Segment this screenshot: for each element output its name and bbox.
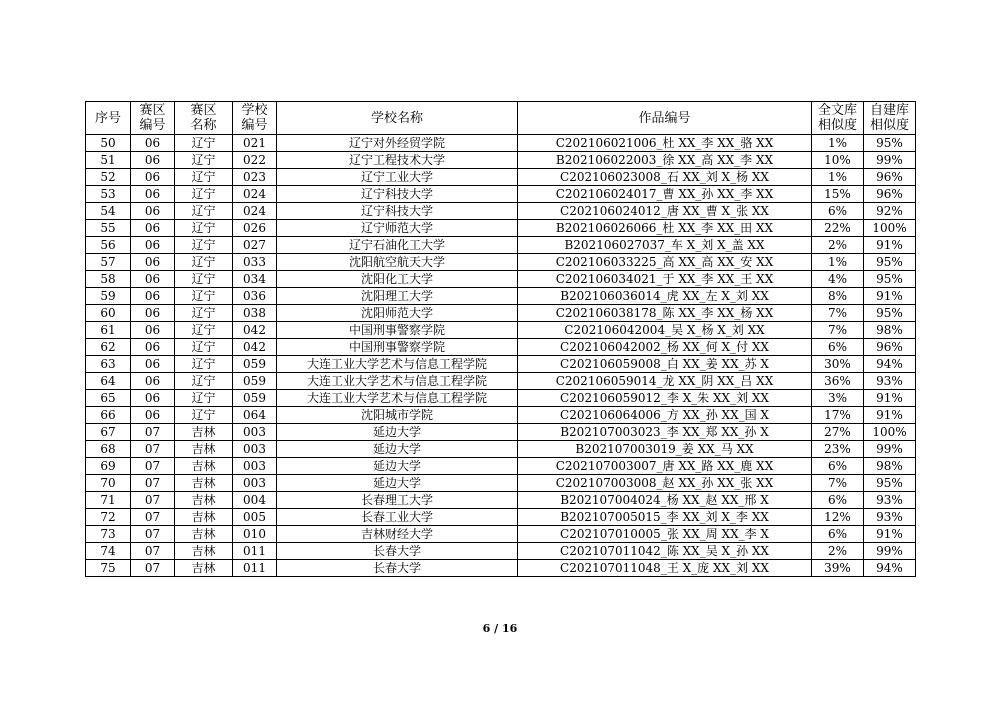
cell-index: 68 [86,441,131,458]
cell-full-similarity: 12% [812,509,864,526]
cell-school-code: 059 [233,373,277,390]
table-row [86,509,916,526]
cell-index: 72 [86,509,131,526]
cell-full-similarity: 27% [812,424,864,441]
cell-work-id: B202106026066_杜 XX_李 XX_田 XX [518,220,812,237]
cell-region-code: 06 [131,288,175,305]
cell-full-similarity: 10% [812,152,864,169]
cell-work-id: C202107011042_陈 XX_吴 X_孙 XX [518,543,812,560]
cell-full-similarity: 3% [812,390,864,407]
cell-school-name: 沈阳航空航天大学 [277,254,518,271]
cell-full-similarity: 17% [812,407,864,424]
cell-school-code: 003 [233,475,277,492]
cell-full-similarity: 1% [812,169,864,186]
cell-index: 62 [86,339,131,356]
cell-work-id: C202106059012_李 X_朱 XX_刘 XX [518,390,812,407]
cell-full-similarity: 7% [812,305,864,322]
cell-school-code: 022 [233,152,277,169]
cell-region-name: 吉林 [175,475,233,492]
cell-index: 74 [86,543,131,560]
cell-region-name: 辽宁 [175,169,233,186]
cell-own-similarity: 95% [864,135,916,152]
cell-school-name: 中国刑事警察学院 [277,322,518,339]
cell-full-similarity: 7% [812,475,864,492]
cell-region-code: 07 [131,475,175,492]
cell-full-similarity: 2% [812,237,864,254]
cell-full-similarity: 6% [812,492,864,509]
cell-own-similarity: 92% [864,203,916,220]
cell-own-similarity: 91% [864,288,916,305]
header-line: 相似度 [817,118,857,133]
header-line: 相似度 [869,118,909,133]
cell-school-code: 011 [233,560,277,577]
cell-index: 56 [86,237,131,254]
cell-own-similarity: 99% [864,543,916,560]
cell-index: 73 [86,526,131,543]
cell-school-code: 036 [233,288,277,305]
cell-work-id: C202106024012_唐 XX_曹 X_张 XX [518,203,812,220]
cell-full-similarity: 8% [812,288,864,305]
cell-school-name: 延边大学 [277,458,518,475]
cell-school-name: 辽宁科技大学 [277,186,518,203]
table-row [86,220,916,237]
cell-school-name: 延边大学 [277,475,518,492]
header-line: 作品编号 [638,110,691,126]
header-line: 编号 [139,118,166,133]
cell-school-code: 010 [233,526,277,543]
cell-region-name: 辽宁 [175,288,233,305]
cell-full-similarity: 1% [812,254,864,271]
cell-full-similarity: 39% [812,560,864,577]
cell-own-similarity: 94% [864,560,916,577]
table-row [86,203,916,220]
cell-work-id: B202107003019_姜 XX_马 XX [518,441,812,458]
cell-own-similarity: 100% [864,424,916,441]
cell-work-id: C202106023008_石 XX_刘 X_杨 XX [518,169,812,186]
header-col-region-code [131,102,175,135]
page-number: 6 / 16 [482,622,518,635]
cell-index: 70 [86,475,131,492]
cell-school-name: 大连工业大学艺术与信息工程学院 [277,373,518,390]
cell-region-name: 吉林 [175,560,233,577]
cell-school-code: 024 [233,203,277,220]
header-line: 赛区 [190,103,217,118]
cell-school-name: 长春大学 [277,543,518,560]
cell-region-code: 06 [131,322,175,339]
cell-region-code: 06 [131,220,175,237]
cell-index: 63 [86,356,131,373]
cell-school-code: 027 [233,237,277,254]
cell-school-name: 长春工业大学 [277,509,518,526]
cell-work-id: B202107005015_李 XX_刘 X_李 XX [518,509,812,526]
cell-work-id: C202106021006_杜 XX_李 XX_骆 XX [518,135,812,152]
cell-work-id: C202107003008_赵 XX_孙 XX_张 XX [518,475,812,492]
cell-school-name: 辽宁师范大学 [277,220,518,237]
cell-school-code: 034 [233,271,277,288]
table-row [86,526,916,543]
cell-index: 69 [86,458,131,475]
table-row [86,237,916,254]
table-body [86,135,916,577]
cell-own-similarity: 91% [864,390,916,407]
table-row [86,271,916,288]
cell-school-name: 延边大学 [277,424,518,441]
cell-index: 71 [86,492,131,509]
cell-region-code: 06 [131,373,175,390]
cell-work-id: C202106038178_陈 XX_李 XX_杨 XX [518,305,812,322]
cell-region-name: 辽宁 [175,135,233,152]
cell-work-id: B202107004024_杨 XX_赵 XX_邢 X [518,492,812,509]
cell-own-similarity: 98% [864,458,916,475]
cell-work-id: B202106022003_徐 XX_高 XX_李 XX [518,152,812,169]
cell-work-id: B202106036014_虎 XX_左 X_刘 XX [518,288,812,305]
header-line: 序号 [94,110,121,126]
cell-school-code: 024 [233,186,277,203]
cell-region-code: 06 [131,254,175,271]
cell-work-id: C202106059014_龙 XX_阴 XX_吕 XX [518,373,812,390]
header-col-work-id [518,102,812,135]
cell-region-name: 辽宁 [175,152,233,169]
cell-index: 59 [86,288,131,305]
header-col-region-name [175,102,233,135]
table-row [86,305,916,322]
cell-school-name: 大连工业大学艺术与信息工程学院 [277,390,518,407]
cell-index: 50 [86,135,131,152]
cell-region-name: 辽宁 [175,305,233,322]
cell-full-similarity: 7% [812,322,864,339]
cell-index: 51 [86,152,131,169]
cell-own-similarity: 96% [864,339,916,356]
cell-work-id: C202106034021_于 XX_李 XX_王 XX [518,271,812,288]
cell-own-similarity: 98% [864,322,916,339]
cell-region-code: 07 [131,424,175,441]
table-row [86,441,916,458]
cell-full-similarity: 4% [812,271,864,288]
cell-school-code: 005 [233,509,277,526]
cell-school-name: 长春大学 [277,560,518,577]
cell-work-id: C202107003007_唐 XX_路 XX_鹿 XX [518,458,812,475]
cell-region-name: 辽宁 [175,271,233,288]
cell-region-code: 06 [131,390,175,407]
cell-school-name: 沈阳理工大学 [277,288,518,305]
cell-region-name: 吉林 [175,492,233,509]
cell-region-name: 辽宁 [175,373,233,390]
cell-full-similarity: 15% [812,186,864,203]
cell-index: 66 [86,407,131,424]
cell-school-code: 038 [233,305,277,322]
cell-region-code: 06 [131,186,175,203]
cell-region-code: 06 [131,152,175,169]
table-row [86,356,916,373]
cell-school-code: 059 [233,390,277,407]
table-header-row [86,102,916,135]
table-row [86,373,916,390]
header-col-index [86,102,131,135]
cell-school-name: 沈阳师范大学 [277,305,518,322]
cell-index: 53 [86,186,131,203]
header-col-school-code [233,102,277,135]
cell-region-code: 06 [131,271,175,288]
cell-full-similarity: 22% [812,220,864,237]
cell-school-code: 023 [233,169,277,186]
cell-school-name: 中国刑事警察学院 [277,339,518,356]
table-row [86,152,916,169]
cell-region-name: 辽宁 [175,203,233,220]
cell-own-similarity: 93% [864,373,916,390]
cell-index: 75 [86,560,131,577]
cell-own-similarity: 94% [864,356,916,373]
cell-region-code: 07 [131,509,175,526]
cell-school-code: 003 [233,424,277,441]
cell-region-code: 07 [131,492,175,509]
cell-school-code: 064 [233,407,277,424]
cell-region-code: 07 [131,526,175,543]
cell-region-code: 06 [131,203,175,220]
cell-index: 52 [86,169,131,186]
cell-own-similarity: 100% [864,220,916,237]
cell-school-name: 沈阳城市学院 [277,407,518,424]
cell-school-name: 辽宁石油化工大学 [277,237,518,254]
cell-work-id: B202107003023_李 XX_郑 XX_孙 X [518,424,812,441]
cell-school-code: 042 [233,339,277,356]
cell-index: 60 [86,305,131,322]
header-line: 名称 [190,118,217,133]
cell-region-code: 06 [131,407,175,424]
cell-work-id: C202106064006_方 XX_孙 XX_国 X [518,407,812,424]
cell-work-id: C202106059008_白 XX_姜 XX_苏 X [518,356,812,373]
cell-school-name: 沈阳化工大学 [277,271,518,288]
cell-region-name: 吉林 [175,441,233,458]
cell-region-name: 辽宁 [175,186,233,203]
cell-full-similarity: 2% [812,543,864,560]
cell-school-code: 026 [233,220,277,237]
cell-work-id: C202106024017_曹 XX_孙 XX_李 XX [518,186,812,203]
cell-index: 65 [86,390,131,407]
cell-school-name: 延边大学 [277,441,518,458]
table-row [86,322,916,339]
table-row [86,390,916,407]
cell-index: 64 [86,373,131,390]
cell-own-similarity: 91% [864,407,916,424]
cell-work-id: C202106033225_高 XX_高 XX_安 XX [518,254,812,271]
cell-region-name: 辽宁 [175,390,233,407]
table-row [86,288,916,305]
cell-index: 58 [86,271,131,288]
cell-region-name: 吉林 [175,543,233,560]
cell-region-name: 辽宁 [175,339,233,356]
cell-region-name: 辽宁 [175,407,233,424]
cell-school-name: 辽宁对外经贸学院 [277,135,518,152]
cell-region-code: 07 [131,458,175,475]
cell-index: 67 [86,424,131,441]
cell-index: 61 [86,322,131,339]
header-line: 学校 [241,103,268,118]
cell-school-code: 059 [233,356,277,373]
cell-school-name: 辽宁工程技术大学 [277,152,518,169]
cell-own-similarity: 91% [864,237,916,254]
table-row [86,254,916,271]
cell-full-similarity: 6% [812,526,864,543]
cell-work-id: C202107010005_张 XX_周 XX_李 X [518,526,812,543]
cell-region-name: 辽宁 [175,322,233,339]
cell-region-name: 辽宁 [175,356,233,373]
cell-work-id: B202106027037_车 X_刘 X_盖 XX [518,237,812,254]
header-line: 学校名称 [370,110,423,126]
cell-own-similarity: 93% [864,492,916,509]
header-line: 赛区 [139,103,166,118]
cell-school-code: 042 [233,322,277,339]
cell-index: 55 [86,220,131,237]
cell-region-code: 06 [131,339,175,356]
results-table [85,101,916,577]
cell-own-similarity: 99% [864,152,916,169]
cell-region-name: 吉林 [175,509,233,526]
cell-region-code: 07 [131,560,175,577]
table-row [86,492,916,509]
table-row [86,407,916,424]
cell-work-id: C202106042004_吴 X_杨 X_刘 XX [518,322,812,339]
table-row [86,339,916,356]
cell-region-code: 06 [131,169,175,186]
table-row [86,543,916,560]
cell-index: 57 [86,254,131,271]
cell-region-code: 06 [131,356,175,373]
cell-region-code: 07 [131,543,175,560]
cell-school-code: 003 [233,458,277,475]
cell-index: 54 [86,203,131,220]
cell-region-name: 辽宁 [175,220,233,237]
cell-own-similarity: 91% [864,526,916,543]
cell-region-name: 吉林 [175,424,233,441]
cell-own-similarity: 96% [864,169,916,186]
table-row [86,186,916,203]
cell-full-similarity: 6% [812,458,864,475]
cell-school-name: 大连工业大学艺术与信息工程学院 [277,356,518,373]
cell-own-similarity: 95% [864,475,916,492]
cell-own-similarity: 96% [864,186,916,203]
table-row [86,475,916,492]
cell-school-code: 011 [233,543,277,560]
cell-own-similarity: 93% [864,509,916,526]
cell-school-name: 辽宁科技大学 [277,203,518,220]
cell-full-similarity: 30% [812,356,864,373]
cell-own-similarity: 99% [864,441,916,458]
cell-school-name: 辽宁工业大学 [277,169,518,186]
table-row [86,135,916,152]
cell-school-name: 长春理工大学 [277,492,518,509]
header-line: 全文库 [817,103,857,118]
table-row [86,458,916,475]
cell-region-code: 07 [131,441,175,458]
cell-region-code: 06 [131,135,175,152]
table-row [86,560,916,577]
cell-work-id: C202107011048_王 X_庞 XX_刘 XX [518,560,812,577]
table-row [86,424,916,441]
table-row [86,169,916,186]
cell-full-similarity: 23% [812,441,864,458]
cell-own-similarity: 95% [864,271,916,288]
header-line: 编号 [241,118,268,133]
header-col-full-similarity [812,102,864,135]
cell-school-name: 吉林财经大学 [277,526,518,543]
cell-region-code: 06 [131,237,175,254]
cell-full-similarity: 1% [812,135,864,152]
cell-region-name: 辽宁 [175,254,233,271]
cell-full-similarity: 6% [812,203,864,220]
cell-region-name: 辽宁 [175,237,233,254]
cell-school-code: 003 [233,441,277,458]
cell-full-similarity: 36% [812,373,864,390]
cell-work-id: C202106042002_杨 XX_何 X_付 XX [518,339,812,356]
header-col-own-similarity [864,102,916,135]
cell-school-code: 021 [233,135,277,152]
cell-region-name: 吉林 [175,526,233,543]
header-col-school-name [277,102,518,135]
header-line: 自建库 [869,103,909,118]
cell-school-code: 033 [233,254,277,271]
cell-own-similarity: 95% [864,254,916,271]
cell-region-code: 06 [131,305,175,322]
cell-region-name: 吉林 [175,458,233,475]
cell-own-similarity: 95% [864,305,916,322]
cell-full-similarity: 6% [812,339,864,356]
cell-school-code: 004 [233,492,277,509]
